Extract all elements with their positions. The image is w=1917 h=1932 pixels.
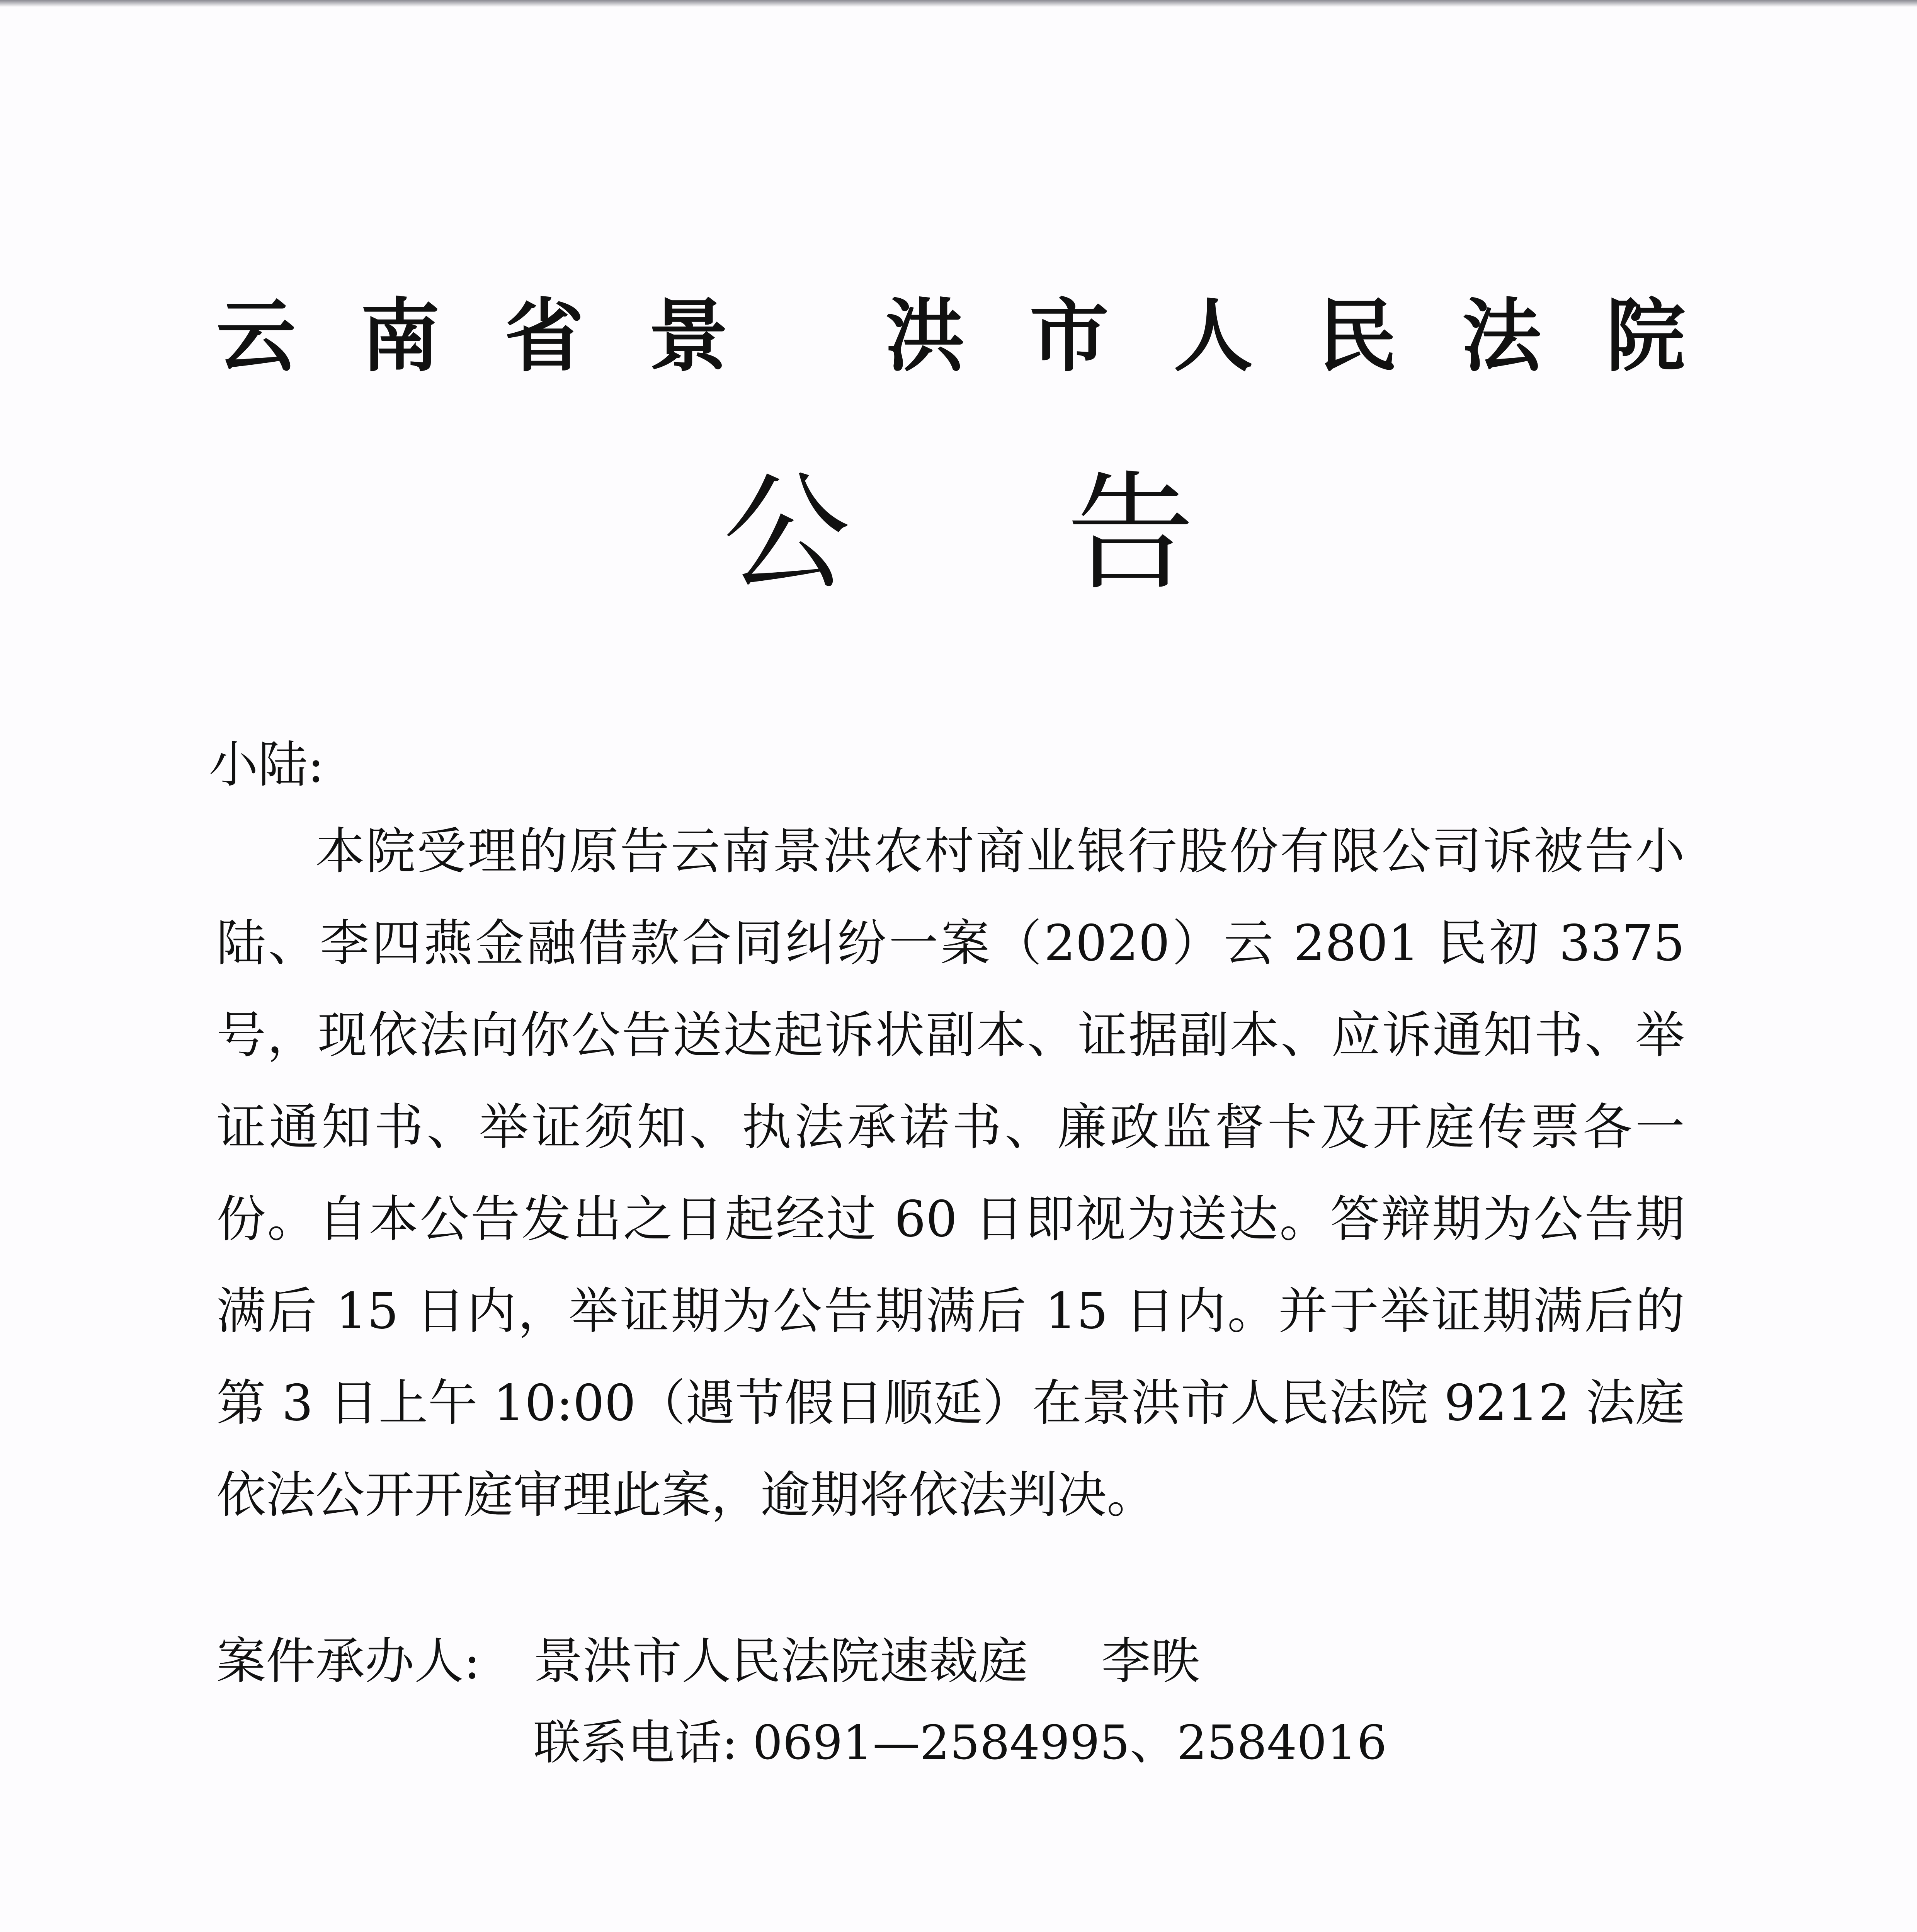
case-handler-department: 景洪市人民法院速裁庭 [533,1633,1028,1690]
notice-body: 本院受理的原告云南景洪农村商业银行股份有限公司诉被告小陆、李四燕金融借款合同纠纷一案（2020）云 2801 民初 3375 号，现依法向你公告送达起诉状副本、证据副本、应诉通知书、举证通知书、举证须知、执法承诺书、廉政监督卡及开庭传票各一份。自本公告发出之日起经过 60 日即视为送达。答辩期为公告期满后 15 日内，举证期为公告期满后 15 日内。并于举证期满后的第 3 日上午 10:00（遇节假日顺延）在景洪市人民法院 9212 法庭依法公开开庭审理此案，逾期将依法判决。 [216,823,1685,1524]
contact-phone: 联系电话: 0691—2584995、2584016 [533,1715,1387,1770]
case-handler-label: 案件承办人: [216,1633,481,1690]
notice-heading: 公告 [723,459,1411,607]
salutation: 小陆: [209,736,325,794]
scan-edge-shadow [0,0,1917,7]
case-handler-name: 李昳 [1101,1633,1201,1690]
court-title: 云南省景 洪市人民法院 [216,290,1750,383]
case-handler-line [216,1619,1200,1704]
